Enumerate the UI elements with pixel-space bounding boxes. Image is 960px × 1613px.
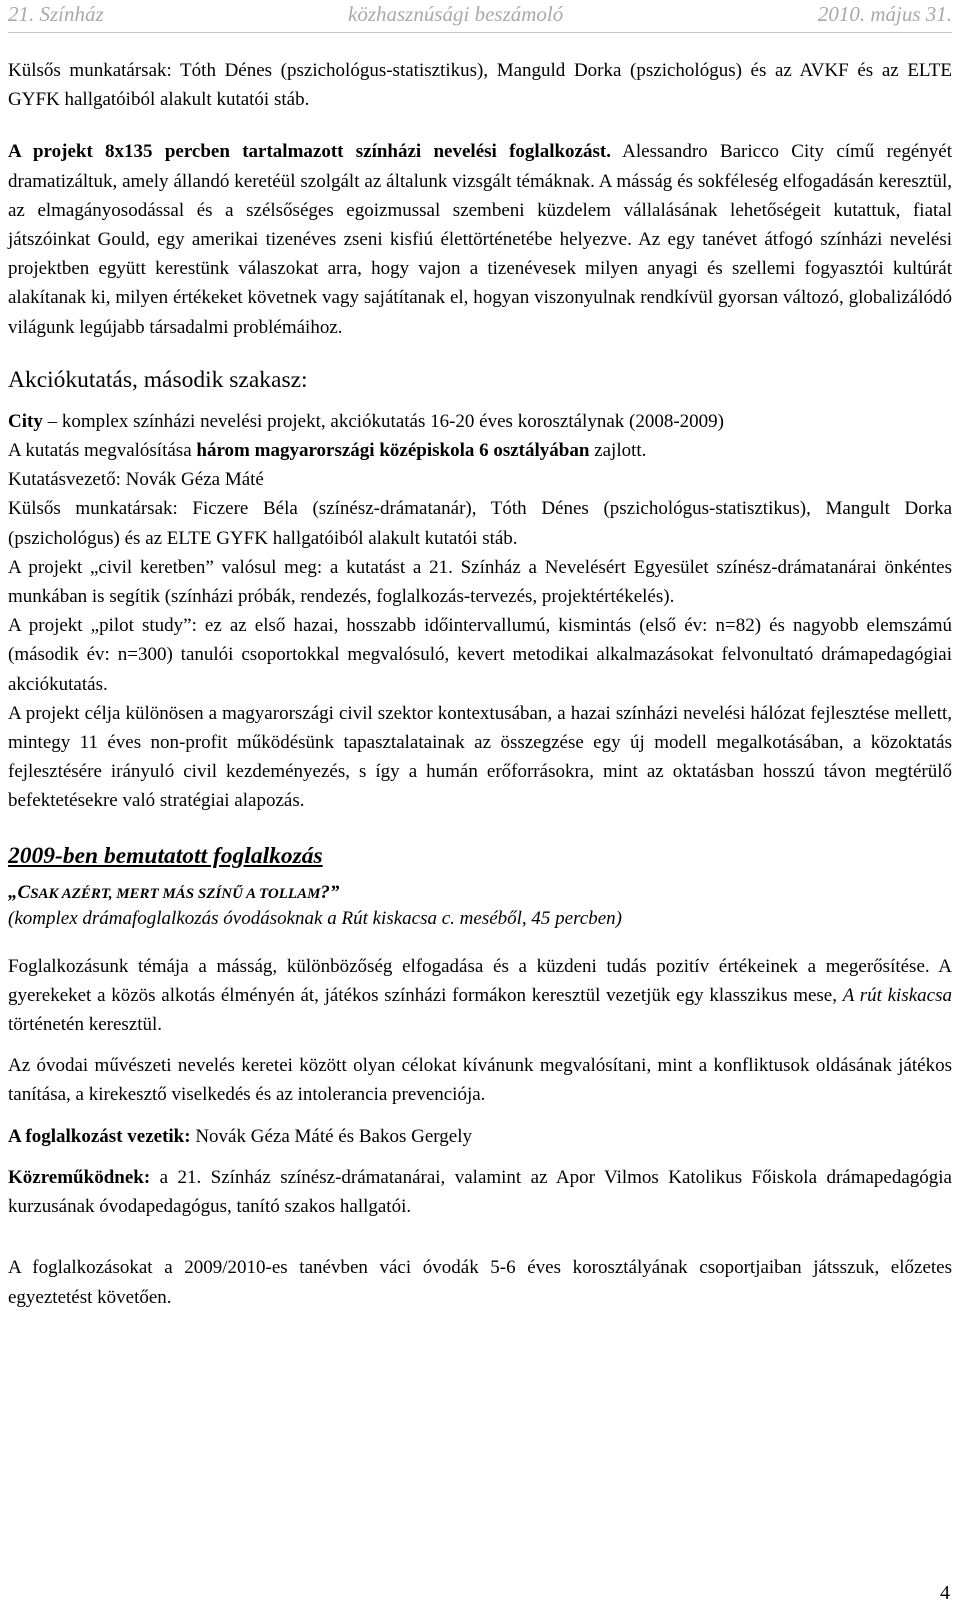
city-bold: City bbox=[8, 410, 43, 432]
intro-project-bold: A projekt 8x135 percben tartalmazott színházi nevelési foglalkozást. bbox=[8, 141, 611, 163]
header-report-title: közhasznúsági beszámoló bbox=[348, 2, 564, 26]
session-leaders-text: Novák Géza Máté és Bakos Gergely bbox=[190, 1125, 472, 1147]
pilot-study-paragraph: A projekt „pilot study”: ez az első hazai, hosszabb időintervallumú, kismintás (első év: n=82) és nagyobb elemszámú (második év: n=300) tanulói csoportokkal megvalósuló, kevert metodikai alkalmazásokat felvonultató drámapedagógiai akciókutatás. bbox=[8, 615, 952, 695]
session-theme-italic: A rút kiskacsa bbox=[842, 984, 952, 1006]
city-line bbox=[8, 407, 952, 436]
session-subtitle: (komplex drámafoglalkozás óvodásoknak a Rút kiskacsa c. meséből, 45 percben) bbox=[8, 907, 623, 929]
intro-project-text: Alessandro Baricco City című regényét dramatizáltuk, amely állandó keretéül szolgált az általunk vizsgált témáknak. A másság és sokféleség elfogadásán keresztül, az elmagányosodással és a szélsőséges egoizmussal szembeni küzdelem vállalásának lehetőségeit kutattuk, fiatal játszóinkat Gould, egy amerikai tizenéves zseni kisfiú élettörténetébe helyezve. Az egy tanévet átfogó színházi nevelési projektben együtt kerestünk válaszokat arra, hogy vajon a tizenévesek milyen anyagi és szellemi fogyasztói kultúrát alakítanak ki, milyen értékeket követnek vagy sajátítanak el, hogyan viszonyulnak rendkívül gyorsan változó, globalizálódó világunk legújabb társadalmi problémáihoz. bbox=[8, 141, 952, 338]
section2-contributors-paragraph: Külsős munkatársak: Ficzere Béla (színész-drámatanár), Tóth Dénes (pszichológus-statisztikus), Mangult Dorka (pszichológus) és az ELTE GYFK hallgatóiból alakult kutatói stáb. bbox=[8, 498, 952, 549]
intro-contributors-paragraph: Külsős munkatársak: Tóth Dénes (pszichológus-statisztikus), Manguld Dorka (pszichológus) és az AVKF és az ELTE GYFK hallgatóiból alakult kutatói stáb. bbox=[8, 60, 952, 111]
research-post: zajlott. bbox=[589, 440, 647, 462]
research-bold: három magyarországi középiskola 6 osztályában bbox=[196, 440, 590, 462]
header-theater-name: 21. Színház bbox=[8, 2, 104, 26]
session-theme-post: történetén keresztül. bbox=[8, 1014, 163, 1036]
research-pre: A kutatás megvalósítása bbox=[8, 440, 197, 462]
session-title-quote-close: ?” bbox=[320, 881, 340, 903]
page-number: 4 bbox=[940, 1582, 950, 1604]
session-theme-paragraph bbox=[8, 952, 952, 1040]
research-line bbox=[8, 436, 952, 465]
session-cooperation-bold: Közreműködnek: bbox=[8, 1166, 151, 1188]
session-theme-pre: Foglalkozásunk témája a másság, különbözőség elfogadása és a küzdeni tudás pozitív értékeinek a megerősítése. A gyerekeket a közös alkotás élményén át, játékos színházi formákon keresztül vezetjük egy klasszikus mese, bbox=[8, 955, 952, 1006]
civil-framework-paragraph: A projekt „civil keretben” valósul meg: a kutatást a 21. Színház a Nevelésért Egyesület színész-drámatanárai önkéntes munkában is segítik (színházi próbák, rendezés, foglalkozás-tervezés, projektértékelés). bbox=[8, 556, 952, 608]
session-title bbox=[8, 881, 952, 906]
session-leaders-line bbox=[8, 1122, 952, 1151]
section-title-action-research: Akciókutatás, második szakasz: bbox=[8, 366, 308, 393]
page-header bbox=[8, 2, 952, 33]
session-title-smallcaps: SAK AZÉRT, MERT MÁS SZÍNŰ A TOLLAM bbox=[30, 885, 321, 902]
session-schedule-paragraph: A foglalkozásokat a 2009/2010-es tanévben váci óvodák 5-6 éves korosztályának csoportjaiban játsszuk, előzetes egyeztetést követően. bbox=[8, 1257, 952, 1308]
session-cooperation-text: a 21. Színház színész-drámatanárai, valamint az Apor Vilmos Katolikus Főiskola drámapedagógia kurzusának óvodapedagógus, tanító szakos hallgatói. bbox=[8, 1166, 952, 1218]
project-goal-paragraph: A projekt célja különösen a magyarországi civil szektor kontextusában, a hazai színházi nevelési hálózat fejlesztése mellett, mintegy 11 éves non-profit működésünk tapasztalatainak az összegzése egy új modell megalkotásában, a közoktatás fejlesztésére irányuló civil kezdeményezés, s így a humán erőforrásokra, mint az oktatásban hosszú távon megtérülő befektetésekre való stratégiai alapozás. bbox=[8, 702, 952, 812]
page-content bbox=[8, 56, 952, 1312]
session-title-initial: C bbox=[17, 881, 31, 903]
session-title-quote-open: „ bbox=[8, 881, 18, 903]
session-leaders-bold: A foglalkozást vezetik: bbox=[8, 1125, 191, 1147]
intro-project-paragraph bbox=[8, 137, 952, 341]
section-title-2009-session: 2009-ben bemutatott foglalkozás bbox=[8, 842, 323, 869]
city-text: – komplex színházi nevelési projekt, akciókutatás 16-20 éves korosztálynak (2008-2009) bbox=[42, 410, 724, 432]
header-date: 2010. május 31. bbox=[817, 2, 952, 26]
session-goals-paragraph: Az óvodai művészeti nevelés keretei között olyan célokat kívánunk megvalósítani, mint a konfliktusok oldásának játékos tanítása, a kirekesztő viselkedés és az intolerancia prevenciója. bbox=[8, 1055, 952, 1106]
research-leader-line: Kutatásvezető: Novák Géza Máté bbox=[8, 469, 264, 491]
session-cooperation-paragraph bbox=[8, 1163, 952, 1221]
